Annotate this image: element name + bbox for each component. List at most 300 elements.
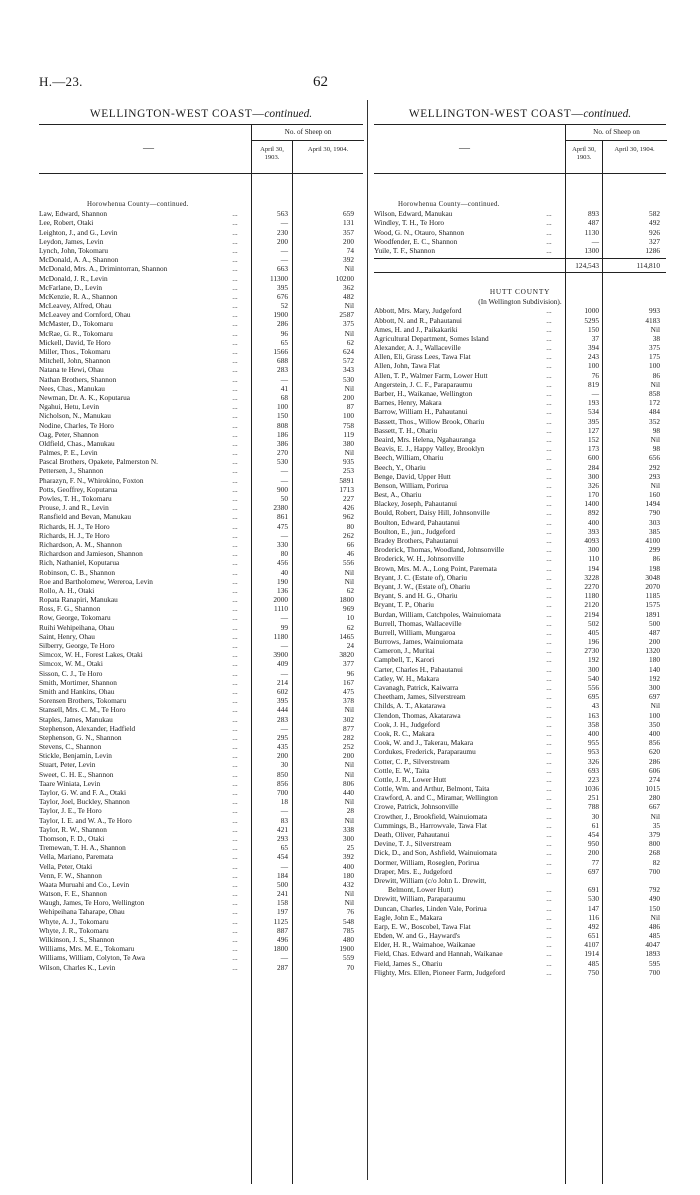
sheep-1904: 100 (343, 411, 354, 421)
sheep-1904: 10 (346, 613, 354, 623)
sheep-1903: 300 (588, 545, 599, 555)
owner-name: Sweet, C. H. E., Shannon (39, 769, 114, 779)
sheep-1903: 3228 (584, 572, 599, 582)
leader-dots: ... (546, 352, 552, 362)
table-row (374, 610, 666, 619)
owner-address: Belmont, Lower Hutt) (388, 885, 454, 895)
sheep-1903: 496 (277, 935, 288, 944)
table-row (374, 472, 666, 481)
leader-dots: ... (546, 490, 552, 500)
table-row (39, 797, 363, 806)
sheep-1903: 223 (588, 774, 599, 784)
owner-name: McMaster, D., Tokomaru (39, 319, 113, 329)
owner-name: Clendon, Thomas, Akatarawa (374, 710, 461, 720)
sheep-1904: 286 (649, 756, 660, 766)
leader-dots: ... (546, 885, 552, 895)
leader-dots: ... (546, 572, 552, 582)
sheep-1904: 858 (649, 389, 660, 398)
table-row (39, 907, 363, 916)
owner-name: Pascal Brothers, Opakete, Palmerston N. (39, 457, 158, 467)
owner-name: Smith and Hankins, Ohau (39, 686, 115, 696)
sheep-1904: 253 (343, 466, 354, 476)
leader-dots: ... (546, 227, 552, 237)
sheep-1904: 87 (346, 402, 354, 412)
sheep-1904: 200 (343, 392, 354, 402)
owner-name: Beech, Y., Ohariu (374, 462, 426, 472)
sheep-1903: 400 (588, 728, 599, 738)
owner-name: McFarlane, D., Levin (39, 282, 103, 292)
sheep-1904: 352 (649, 416, 660, 426)
sheep-1903: 693 (588, 765, 599, 775)
sheep-1904: 758 (343, 420, 354, 430)
table-row (39, 760, 363, 769)
sheep-1904: 338 (343, 824, 354, 834)
owner-name: Taylor, G. W. and F. A., Otaki (39, 788, 126, 797)
owner-name: Stephenson, Alexander, Hadfield (39, 723, 136, 733)
leader-dots: ... (232, 953, 238, 963)
sheep-1903: 200 (277, 236, 288, 246)
table-row (374, 637, 666, 646)
table-row (374, 720, 666, 729)
table-header (39, 124, 363, 174)
sheep-1903: — (591, 236, 599, 246)
sheep-1904: 46 (346, 549, 354, 559)
owner-name: Barnes, Henry, Makara (374, 398, 442, 408)
owner-name: Agricultural Department, Somes Island (374, 333, 489, 343)
owner-name: Crowther, J., Brookfield, Wainuiomata (374, 811, 488, 821)
table-row (39, 898, 363, 907)
leader-dots: ... (232, 760, 238, 770)
owner-name: Nees, Chas., Manukau (39, 383, 105, 393)
owner-name: Law, Edward, Shannon (39, 209, 108, 219)
table-row (374, 628, 666, 637)
table-row (374, 343, 666, 352)
sheep-1903: 485 (588, 958, 599, 968)
table-row (374, 848, 666, 857)
sheep-1904: 25 (346, 843, 354, 853)
owner-name: Barber, H., Waikanae, Wellington (374, 389, 473, 398)
sheep-1904: 378 (343, 696, 354, 706)
sheep-1903: 395 (277, 282, 288, 292)
leader-dots: ... (546, 940, 552, 950)
leader-dots: ... (546, 480, 552, 490)
owner-name: Richardson and Jamieson, Shannon (39, 549, 143, 559)
sheep-1904: 70 (346, 962, 354, 972)
sheep-1904: 302 (343, 714, 354, 724)
sheep-1904: 4047 (645, 940, 660, 950)
owner-name: Boulton, E., jun., Judgeford (374, 526, 456, 536)
owner-name: Nodine, Charles, Te Horo (39, 420, 114, 430)
sheep-1904: 86 (652, 554, 660, 564)
sheep-1903: 2194 (584, 609, 599, 619)
date-1904-header: April 30, 1904. (602, 141, 666, 173)
leader-dots: ... (546, 756, 552, 766)
owner-name: Rollo, A. H., Otaki (39, 585, 95, 595)
leader-dots: ... (546, 618, 552, 628)
owner-name: Crowe, Patrick, Johnsonville (374, 802, 459, 812)
owner-name: Flighty, Mrs. Ellen, Pioneer Farm, Judgeford (374, 967, 506, 977)
owner-name: Brown, Mrs. M. A., Long Point, Paremata (374, 563, 497, 573)
sheep-1904: 76 (346, 907, 354, 917)
table-row (374, 564, 666, 573)
table-row (39, 494, 363, 503)
table-row (39, 421, 363, 430)
sheep-1903: 386 (277, 438, 288, 448)
sheep-1903: 492 (588, 921, 599, 931)
owner-name: Ngahui, Hetu, Levin (39, 402, 99, 412)
sheep-1903: 435 (277, 742, 288, 752)
sheep-1904: 167 (343, 677, 354, 687)
leader-dots: ... (546, 379, 552, 389)
sheep-1903: — (280, 475, 288, 485)
owner-name: Cottle, E. W., Taita (374, 765, 430, 775)
table-row (39, 852, 363, 861)
table-row (374, 940, 666, 949)
sheep-1904: 392 (343, 255, 354, 265)
owner-name: Devine, T. J., Silverstream (374, 839, 452, 849)
sheep-1904: Nil (344, 328, 354, 338)
sheep-1904: 62 (346, 585, 354, 595)
leader-dots: ... (232, 383, 238, 393)
table-row (39, 889, 363, 898)
sheep-1903: — (280, 668, 288, 678)
sheep-1903: 110 (588, 554, 599, 564)
sheep-1904: Nil (650, 324, 660, 334)
owner-name: Angerstein, J. C. F., Paraparaumu (374, 379, 473, 389)
hutt-rows-continued (374, 894, 666, 977)
table-row (39, 485, 363, 494)
sheep-1904: 482 (343, 291, 354, 301)
sheep-1904: 377 (343, 659, 354, 669)
leader-dots: ... (232, 291, 238, 301)
sheep-1904: Nil (344, 889, 354, 899)
sheep-1904: 180 (649, 655, 660, 665)
leader-dots: ... (546, 866, 552, 876)
sheep-1904: 500 (649, 618, 660, 628)
leader-dots: ... (232, 962, 238, 972)
sheep-1903: 2380 (273, 503, 288, 513)
sheep-1904: Nil (344, 301, 354, 311)
table-row (374, 499, 666, 508)
owner-name: Nathan Brothers, Shannon (39, 374, 117, 384)
owner-name: Abbott, N. and R., Pahautanui (374, 315, 462, 325)
table-row (39, 779, 363, 788)
owner-name: Bryant, T. P., Ohariu (374, 600, 434, 610)
leader-dots: ... (546, 416, 552, 426)
sheep-1903: 197 (277, 907, 288, 917)
sheep-1903: 147 (588, 903, 599, 913)
sheep-1903: 1800 (273, 944, 288, 954)
table-row (39, 476, 363, 485)
sheep-1904: 198 (649, 563, 660, 573)
leader-dots: ... (232, 549, 238, 559)
table-row (39, 715, 363, 724)
sheep-1904: 1713 (339, 484, 354, 494)
sheep-1903: — (280, 723, 288, 733)
owner-name: Vella, Mariano, Paremata (39, 852, 114, 862)
owner-name: Crawford, A. and C., Miramar, Wellington (374, 793, 498, 803)
right-column (374, 104, 666, 1184)
sheep-1904: 343 (343, 365, 354, 375)
leader-dots: ... (546, 444, 552, 454)
leader-dots: ... (546, 701, 552, 711)
leader-dots: ... (546, 343, 552, 353)
sheep-1903: 1900 (273, 310, 288, 320)
leader-dots: ... (546, 536, 552, 545)
sheep-1903: 421 (277, 824, 288, 834)
sheep-1903: 1180 (584, 591, 599, 601)
sheep-1903: 556 (588, 683, 599, 692)
table-row (39, 384, 363, 393)
sheep-1904: 624 (343, 347, 354, 356)
owner-name: Richards, H. J., Te Horo (39, 521, 110, 531)
leader-dots: ... (546, 747, 552, 757)
sheep-1903: 475 (277, 521, 288, 531)
owner-name: Broderick, Thomas, Woodland, Johnsonville (374, 545, 505, 555)
leader-dots: ... (546, 967, 552, 977)
sheep-1904: 1185 (645, 591, 660, 601)
owner-name: Stansell, Mrs. C. M., Te Horo (39, 705, 126, 715)
sheep-1904: 268 (649, 848, 660, 858)
leader-dots: ... (546, 407, 552, 417)
sheep-1903: 950 (588, 839, 599, 849)
sheep-1904: 1575 (645, 600, 660, 610)
table-row (39, 687, 363, 696)
table-row (374, 913, 666, 922)
leader-dots: ... (546, 765, 552, 775)
owner-name: McDonald, J. R., Levin (39, 273, 108, 283)
owner-name: Watson, F. E., Shannon (39, 889, 107, 899)
sheep-1904: 100 (649, 361, 660, 371)
sheep-1903: 326 (588, 480, 599, 490)
sheep-1904: 1900 (339, 944, 354, 954)
leader-dots: ... (232, 484, 238, 494)
sheep-1904: 362 (343, 282, 354, 292)
owner-name: Williams, William, Colyton, Te Awa (39, 953, 145, 963)
owner-name: Sisson, C. J., Te Horo (39, 668, 103, 678)
table-row (39, 935, 363, 944)
leader-dots: ... (546, 958, 552, 968)
leader-dots: ... (232, 530, 238, 540)
sheep-1903: 454 (277, 852, 288, 862)
leader-dots: ... (546, 728, 552, 738)
sheep-1903: 18 (280, 797, 288, 807)
sheep-1903: 887 (277, 925, 288, 935)
table-row (374, 573, 666, 582)
leader-dots: ... (546, 517, 552, 527)
leader-dots: ... (232, 558, 238, 568)
owner-name: Blackey, Joseph, Pahautanui (374, 499, 458, 509)
sheep-1904: 400 (343, 861, 354, 871)
sheep-1904: 667 (649, 802, 660, 812)
leader-dots: ... (232, 604, 238, 614)
leader-dots: ... (546, 839, 552, 849)
owner-name: Taylor, Joel, Buckley, Shannon (39, 797, 130, 807)
leader-dots: ... (546, 848, 552, 858)
owner-name: Burdan, William, Catchpoles, Wainuiomata (374, 609, 501, 619)
table-row (374, 665, 666, 674)
table-row (39, 770, 363, 779)
leader-dots: ... (232, 641, 238, 650)
leader-dots: ... (546, 912, 552, 922)
owner-name: Bradey Brothers, Pahautanui (374, 536, 459, 545)
sheep-1904: 4183 (645, 315, 660, 325)
leader-dots: ... (546, 218, 552, 228)
owner-name: McLeavey and Cornford, Ohau (39, 310, 131, 320)
sheep-1904: 66 (346, 539, 354, 549)
hutt-rows (374, 306, 666, 876)
table-row (39, 944, 363, 953)
sheep-1904: 485 (649, 931, 660, 941)
sheep-1903: — (280, 861, 288, 871)
sheep-1903: 173 (588, 444, 599, 454)
leader-dots: ... (232, 650, 238, 660)
sheep-1903: 243 (588, 352, 599, 362)
leader-dots: ... (546, 683, 552, 692)
table-row (374, 949, 666, 958)
sheep-1904: 1494 (645, 499, 660, 509)
leader-dots: ... (546, 655, 552, 665)
owner-name: Williams, Mrs. M. E., Tokomaru (39, 944, 135, 954)
leader-dots: ... (232, 806, 238, 816)
sheep-1904: 252 (343, 742, 354, 752)
owner-name: Simcox, W. M., Otaki (39, 659, 103, 669)
sheep-1904: 582 (649, 209, 660, 219)
table-row (374, 417, 666, 426)
owner-name: Drewitt, William, Paraparaumu (374, 894, 466, 904)
table-row (374, 508, 666, 517)
sheep-1904: 656 (649, 453, 660, 463)
horowhenua-rows (374, 209, 666, 255)
owner-name: Abbott, Mrs. Mary, Judgeford (374, 306, 462, 316)
sheep-1904: 200 (649, 637, 660, 647)
sheep-1903: 691 (588, 885, 599, 895)
leader-dots: ... (546, 609, 552, 619)
sheep-1904: 440 (343, 788, 354, 797)
leader-dots: ... (232, 255, 238, 265)
leader-dots: ... (232, 457, 238, 467)
sheep-1903: 400 (588, 517, 599, 527)
sheep-1904: 1286 (645, 245, 660, 255)
sheep-1904: 80 (346, 521, 354, 531)
leader-dots: ... (232, 788, 238, 797)
owner-name: Cavanagh, Patrick, Kaiwarra (374, 683, 459, 692)
leader-dots: ... (232, 907, 238, 917)
leader-dots: ... (546, 324, 552, 334)
sheep-1903: 214 (277, 677, 288, 687)
table-row (374, 655, 666, 664)
table-row (39, 788, 363, 797)
sheep-1903: 1300 (584, 245, 599, 255)
owner-name: Woodfender, E. C., Shannon (374, 236, 458, 246)
owner-name: Wood, G. N., Otauro, Shannon (374, 227, 465, 237)
leader-dots: ... (232, 622, 238, 632)
owner-name: Whyte, A. J., Tokomaru (39, 916, 109, 926)
sheep-1904: Nil (650, 701, 660, 711)
sheep-1904: 119 (343, 429, 354, 439)
sheep-1904: 274 (649, 774, 660, 784)
sheep-1903: 300 (588, 664, 599, 674)
sheep-1904: 140 (649, 664, 660, 674)
leader-dots: ... (232, 466, 238, 476)
sheep-1903: — (280, 530, 288, 540)
table-row (39, 246, 363, 255)
sheep-1904: 175 (649, 352, 660, 362)
owner-name: Earp, E. W., Boscobel, Tawa Flat (374, 921, 471, 931)
table-row (374, 867, 666, 876)
owner-name: Ransfield and Bevan, Manukau (39, 512, 131, 522)
sheep-1904: 98 (652, 425, 660, 435)
table-row (39, 319, 363, 328)
owner-name: Roe and Bartholomew, Wereroa, Levin (39, 576, 153, 586)
owner-name: McRae, G. R., Tokomaru (39, 328, 113, 338)
sheep-1903: 444 (277, 705, 288, 715)
sheep-1903: 409 (277, 659, 288, 669)
table-row (374, 766, 666, 775)
table-row (374, 775, 666, 784)
leader-dots: ... (232, 576, 238, 586)
owner-name: Pharazyn, F. N., Whirokino, Foxton (39, 475, 144, 485)
sheep-1903: 11300 (270, 273, 288, 283)
table-row (374, 959, 666, 968)
table-row (374, 481, 666, 490)
leader-dots: ... (546, 637, 552, 647)
leader-dots: ... (232, 732, 238, 742)
sheep-1904: 375 (649, 343, 660, 353)
sheep-1903: 100 (588, 361, 599, 371)
sheep-1903: 99 (280, 622, 288, 632)
table-row (374, 453, 666, 462)
table-row (39, 825, 363, 834)
table-row (374, 821, 666, 830)
table-row (39, 411, 363, 420)
sheep-1904: Nil (344, 705, 354, 715)
table-row (374, 398, 666, 407)
table-row (374, 389, 666, 398)
sheep-1903: 602 (277, 686, 288, 696)
sheep-1904: 572 (343, 356, 354, 366)
sheep-1904: 3048 (645, 572, 660, 582)
table-row (374, 554, 666, 563)
sheep-1903: 540 (588, 673, 599, 683)
sheep-1903: 861 (277, 512, 288, 522)
table-row (374, 545, 666, 554)
owner-name: Powles, T. H., Tokomaru (39, 494, 112, 503)
sheep-1904: 172 (649, 398, 660, 408)
sheep-1903: 40 (280, 567, 288, 577)
table-row (39, 512, 363, 521)
table-row (39, 558, 363, 567)
sheep-1903: 163 (588, 710, 599, 720)
owner-name: Dick, D., and Son, Ashfield, Wainuiomata (374, 848, 497, 858)
owner-name: Cook, W. and J., Takerau, Makara (374, 738, 474, 748)
leader-dots: ... (546, 627, 552, 637)
owner-name: Taylor, I. E. and W. A., Te Horo (39, 815, 132, 825)
sheep-1903: 819 (588, 379, 599, 389)
sheep-1903: 663 (277, 264, 288, 274)
leader-dots: ... (232, 227, 238, 237)
sheep-1904: 790 (649, 508, 660, 518)
leader-dots: ... (232, 861, 238, 871)
owner-name: Beech, William, Ohariu (374, 453, 444, 463)
leader-dots: ... (232, 448, 238, 458)
sheep-1904: Nil (344, 760, 354, 770)
sheep-1904: 2587 (339, 310, 354, 320)
sheep-1904: 131 (343, 218, 354, 228)
owner-name: Oag, Peter, Shannon (39, 429, 99, 439)
section-heading: Horowhenua County—continued. (398, 201, 500, 208)
sheep-1904: 559 (343, 953, 354, 963)
